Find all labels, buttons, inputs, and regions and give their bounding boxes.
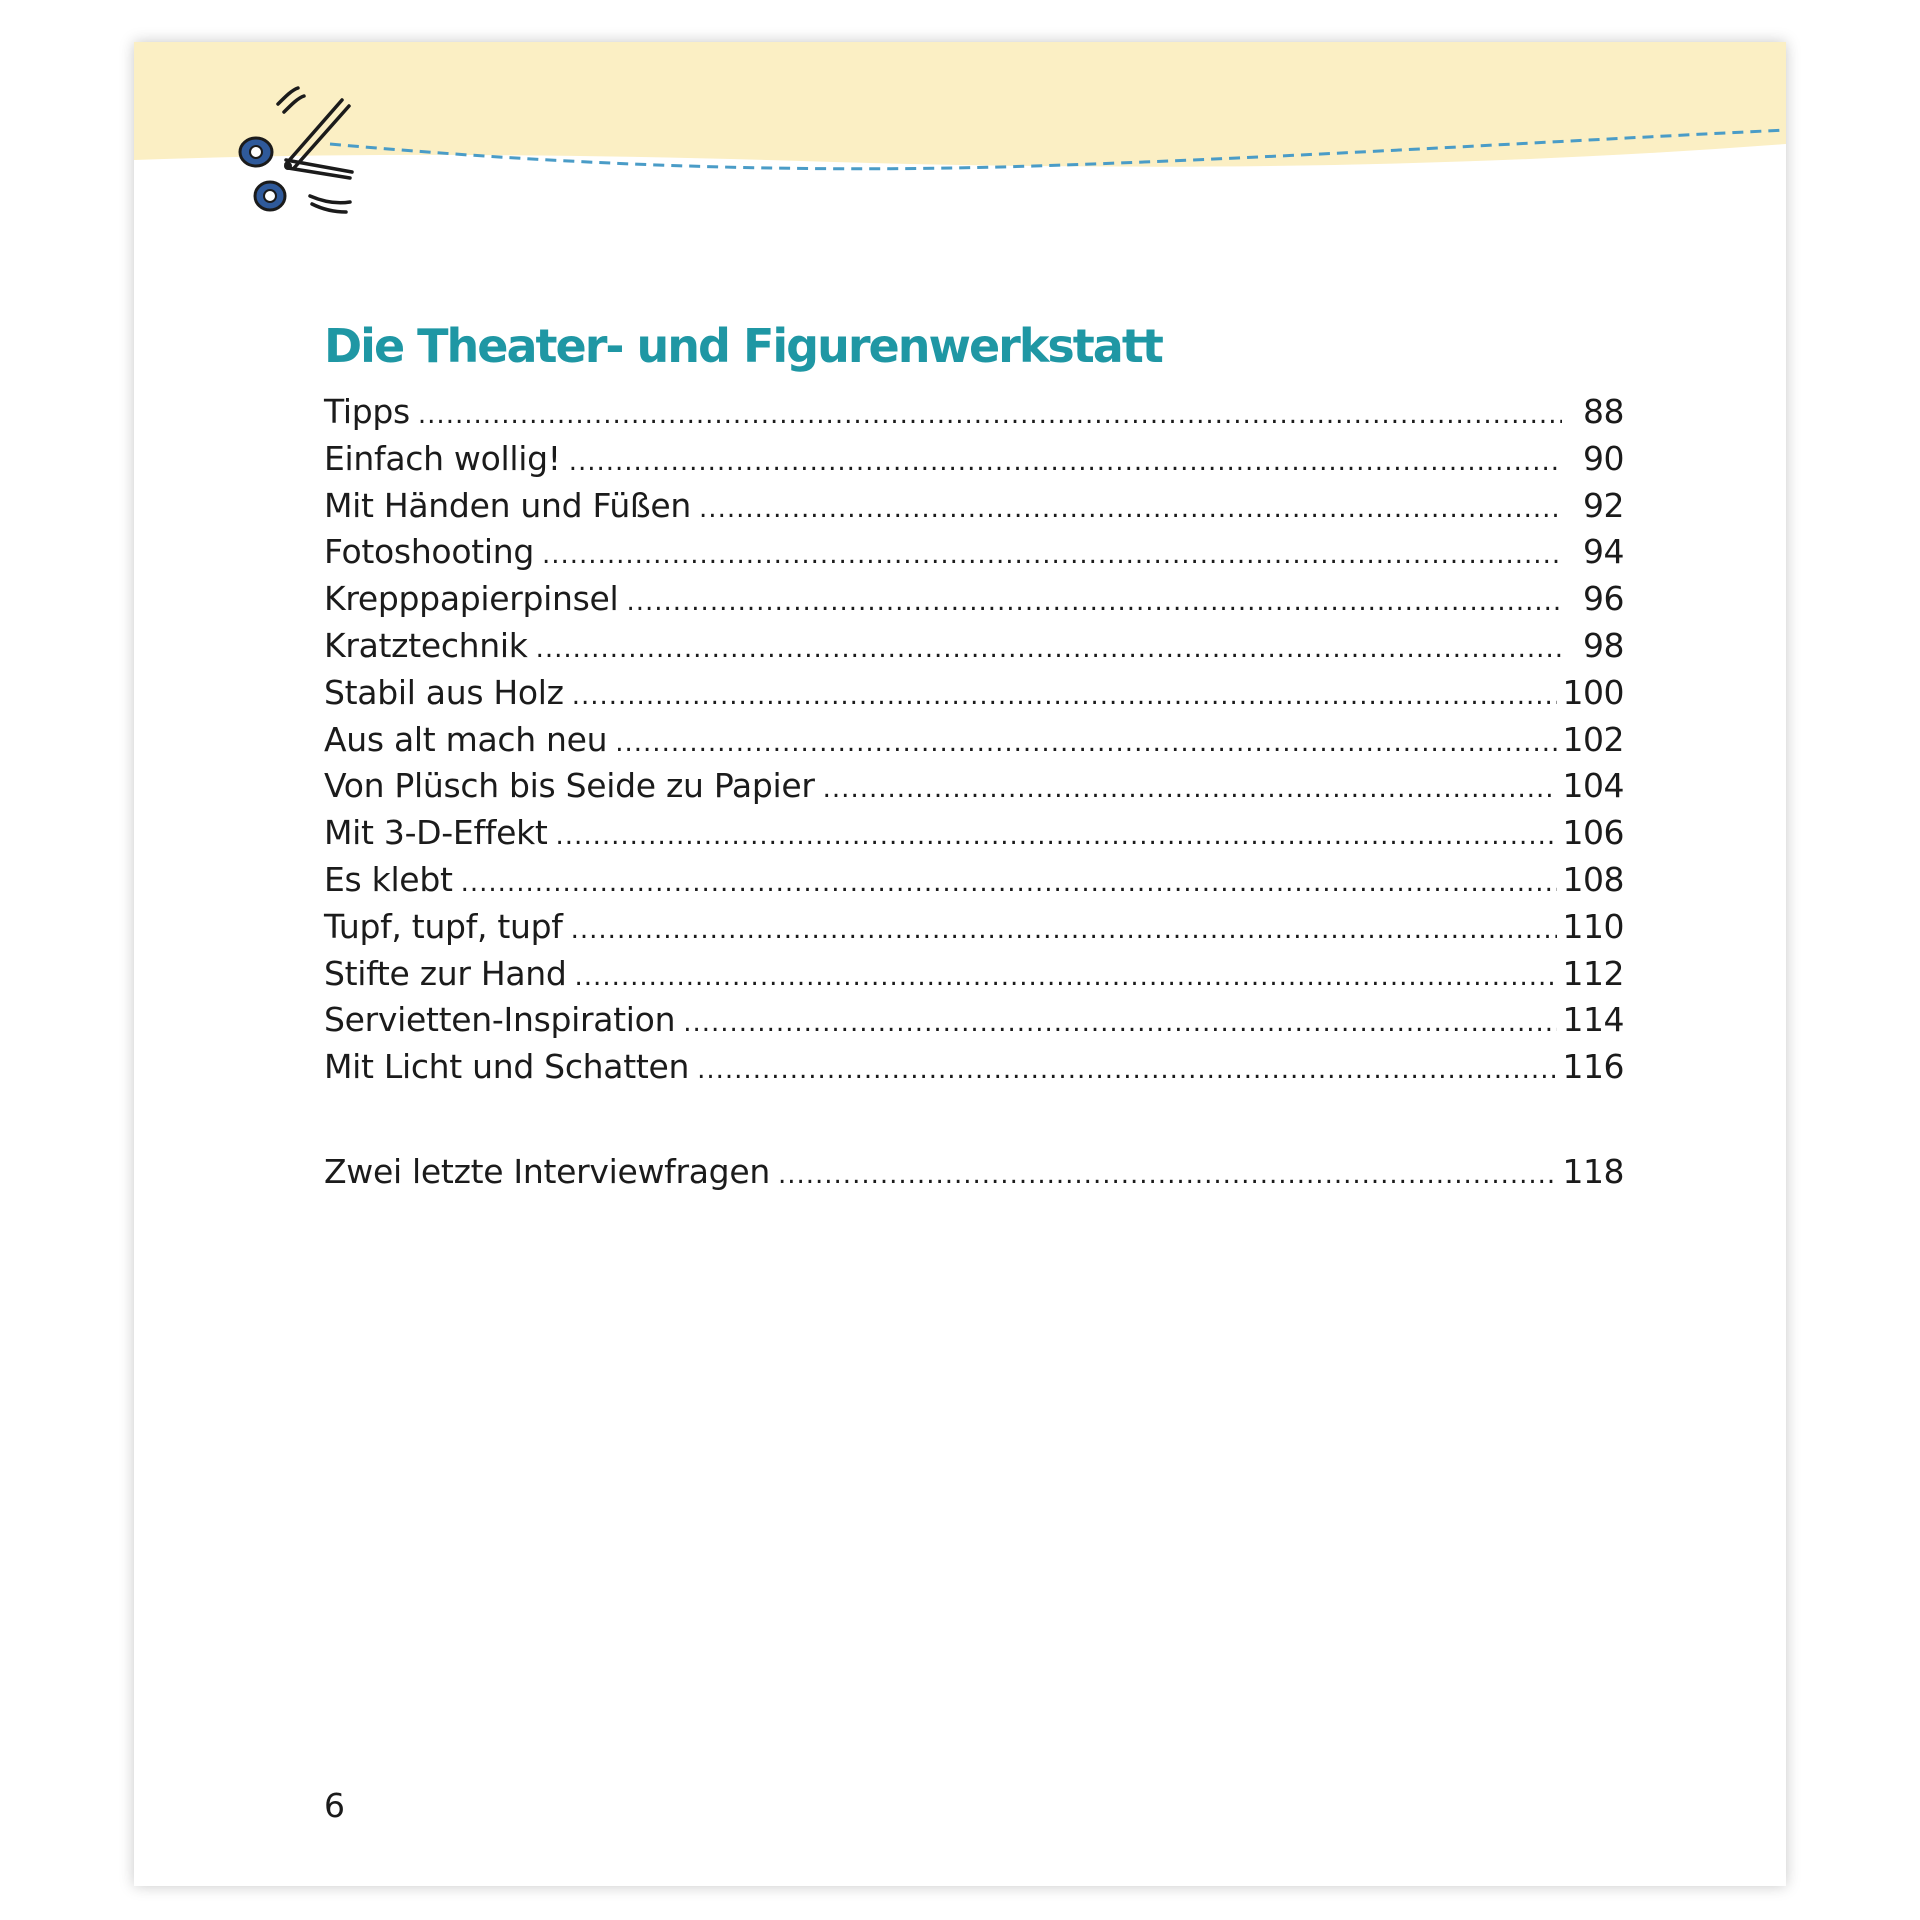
toc-leader-dots <box>572 681 1557 711</box>
section-title: Die Theater- und Figurenwerkstatt <box>324 319 1162 373</box>
toc-entry-page: 110 <box>1562 906 1624 946</box>
toc-leader-dots <box>778 1160 1557 1190</box>
toc-entry-title: Stabil aus Holz <box>324 672 564 712</box>
toc-leader-dots <box>461 868 1557 898</box>
toc-entry[interactable] <box>324 907 1624 954</box>
toc-entry-title: Krepppapierpinsel <box>324 579 619 619</box>
toc-entry-page: 100 <box>1562 672 1624 712</box>
toc-entry[interactable] <box>324 813 1624 860</box>
toc-leader-dots <box>575 962 1557 992</box>
toc-entry-page: 88 <box>1583 392 1624 431</box>
toc-entry[interactable] <box>324 720 1624 767</box>
toc-entry-title: Mit Licht und Schatten <box>324 1047 690 1087</box>
toc-entry-title: Einfach wollig! <box>324 438 561 478</box>
toc-entry-title: Mit 3-D-Effekt <box>324 813 548 853</box>
scissors-icon <box>234 86 384 216</box>
toc-entry-title: Tipps <box>324 392 410 431</box>
toc-leader-dots <box>542 540 1562 570</box>
toc-entry-page: 118 <box>1562 1151 1624 1191</box>
toc-entry[interactable] <box>324 579 1624 626</box>
toc-entry-page: 108 <box>1562 859 1624 899</box>
toc-entry-page: 92 <box>1583 485 1624 525</box>
toc-entry-page: 96 <box>1583 579 1624 619</box>
book-page <box>134 42 1786 1886</box>
toc-leader-dots <box>569 447 1562 477</box>
toc-entry-page: 94 <box>1583 532 1624 572</box>
toc-entry-page: 102 <box>1562 719 1624 759</box>
toc-entry-page: 90 <box>1583 438 1624 478</box>
toc-leader-dots <box>823 774 1557 804</box>
toc-entry-title: Fotoshooting <box>324 532 534 572</box>
toc-leader-dots <box>536 634 1562 664</box>
toc-entry-title: Aus alt mach neu <box>324 719 608 759</box>
toc-entry-title: Von Plüsch bis Seide zu Papier <box>324 766 815 806</box>
toc-entry-page: 116 <box>1562 1047 1624 1087</box>
toc-entry-page: 112 <box>1562 953 1624 993</box>
toc-entry[interactable] <box>324 532 1624 579</box>
toc-entry[interactable] <box>324 1047 1624 1094</box>
toc-entry[interactable] <box>324 626 1624 673</box>
toc-entry-title: Mit Händen und Füßen <box>324 485 692 525</box>
toc-entry-title: Servietten-Inspiration <box>324 1000 676 1040</box>
toc-entry-page: 106 <box>1562 813 1624 853</box>
toc-leader-dots <box>626 587 1562 617</box>
toc-entry[interactable] <box>324 439 1624 486</box>
toc-leader-dots <box>556 821 1557 851</box>
toc-leader-dots <box>571 915 1557 945</box>
toc-entry[interactable] <box>324 392 1624 439</box>
toc-entry-title: Tupf, tupf, tupf <box>324 906 563 946</box>
toc-entry-page: 98 <box>1583 625 1624 665</box>
toc-list <box>324 392 1624 1199</box>
toc-entry[interactable] <box>324 766 1624 813</box>
toc-entry-title: Stifte zur Hand <box>324 953 567 993</box>
toc-leader-dots <box>697 1055 1556 1085</box>
toc-leader-dots <box>615 728 1556 758</box>
toc-entry-title: Kratztechnik <box>324 625 528 665</box>
toc-entry-extra[interactable] <box>324 1152 1624 1199</box>
toc-entry-title: Es klebt <box>324 859 453 899</box>
toc-leader-dots <box>699 494 1562 524</box>
toc-leader-dots <box>683 1008 1556 1038</box>
toc-entry[interactable] <box>324 1000 1624 1047</box>
toc-entry-page: 104 <box>1562 766 1624 806</box>
page-number: 6 <box>324 1786 345 1825</box>
toc-entry[interactable] <box>324 486 1624 533</box>
toc-entry-title: Zwei letzte Interviewfragen <box>324 1151 770 1191</box>
table-of-contents <box>324 316 1624 1199</box>
toc-entry-page: 114 <box>1562 1000 1624 1040</box>
toc-leader-dots <box>418 400 1562 430</box>
toc-entry[interactable] <box>324 860 1624 907</box>
toc-entry[interactable] <box>324 954 1624 1001</box>
toc-entry[interactable] <box>324 673 1624 720</box>
